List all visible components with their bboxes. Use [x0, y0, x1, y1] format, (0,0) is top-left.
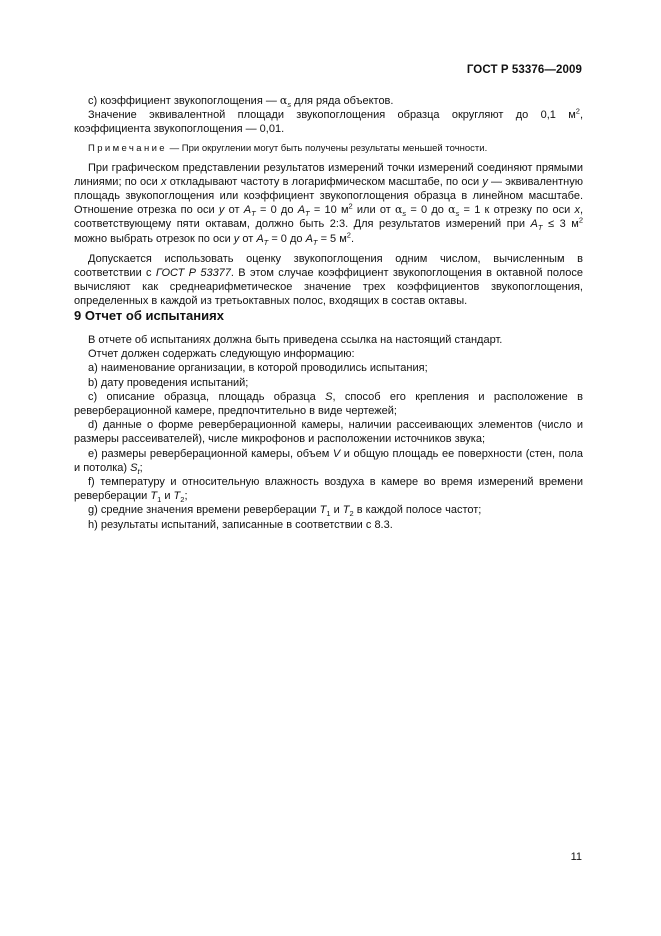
single-number-rating-paragraph: Допускается использовать оценку звукопоглощения одним числом, вычисленным в соответствии с ГОСТ Р 53377. В этом случае коэффициент звукопоглощения в октавной полосе вычисляют как среднеарифметическое значение трех коэффициентов звукопоглощения, определенных в каждой из третьоктавных полос, входящих в состав октавы.: [74, 252, 583, 308]
graph-representation-paragraph: При графическом представлении результатов измерений точки измерений соединяют прямыми линиями; по оси x откладывают частоту в логарифмическом масштабе, по оси y — эквивалентную площадь звукопоглощения или коэффициент звукопоглощения образца в линейном масштабе. Отношение отрезка по оси y от $A_T = 0$ до $A_T = 10$ $м^2$ или от $\alpha_s = 0$ до $\alpha_s = 1$ к отрезку по оси x, соответствующему пяти октавам, должно быть 2:3. Для результатов измерений при $A_T \le 3$ $м^2$ можно выбрать отрезок по оси y от $A_T = 0$ до $A_T = 5$ $м^2$.: [74, 161, 584, 247]
report-item-d: d) данные о форме реверберационной камеры, наличии рассеивающих элементов (число и размеры рассеивателей), числе микрофонов и расположении источников звука;: [74, 419, 583, 446]
report-item-g: g) средние значения времени реверберации $T_1$ и $T_2$ в каждой полосе частот;: [88, 504, 482, 519]
report-item-h: h) результаты испытаний, записанные в соответствии с 8.3.: [88, 518, 393, 531]
report-item-a: a) наименование организации, в которой проводились испытания;: [88, 362, 428, 375]
report-item-b: b) дату проведения испытаний;: [88, 376, 249, 389]
page-number: 11: [570, 851, 582, 863]
rounding-paragraph: Значение эквивалентной площади звукопоглощения образца округляют до 0,1 $м^2$, коэффициента звукопоглощения — 0,01.: [74, 106, 583, 136]
section-9-title: 9 Отчет об испытаниях: [74, 308, 224, 323]
report-item-c: c) описание образца, площадь образца S, способ его крепления и расположение в реверберационной камере, предпочтительно в виде чертежей;: [74, 390, 584, 418]
section-9-body: [74, 333, 583, 532]
note-text: — При округлении могут быть получены результаты меньшей точности.: [167, 142, 488, 154]
report-item-e: e) размеры реверберационной камеры, объем V и общую площадь ее поверхности (стен, пола и потолка) $S_t$;: [74, 447, 584, 477]
note-label: Примечание: [88, 142, 167, 154]
document-id-header: ГОСТ Р 53376—2009: [466, 64, 582, 76]
report-intro-1: В отчете об испытаниях должна быть приведена ссылка на настоящий стандарт.: [88, 334, 503, 346]
note-paragraph: [74, 143, 583, 155]
section-8-continuation: [74, 94, 583, 309]
item-c-absorption-coefficient: c) коэффициент звукопоглощения — $\alpha_s$ для ряда объектов.: [88, 94, 394, 110]
report-item-f: f) температуру и относительную влажность воздуха в камере во время измерений времени реверберации $T_1$ и $T_2$;: [74, 476, 583, 505]
report-intro-2: Отчет должен содержать следующую информацию:: [88, 348, 355, 361]
